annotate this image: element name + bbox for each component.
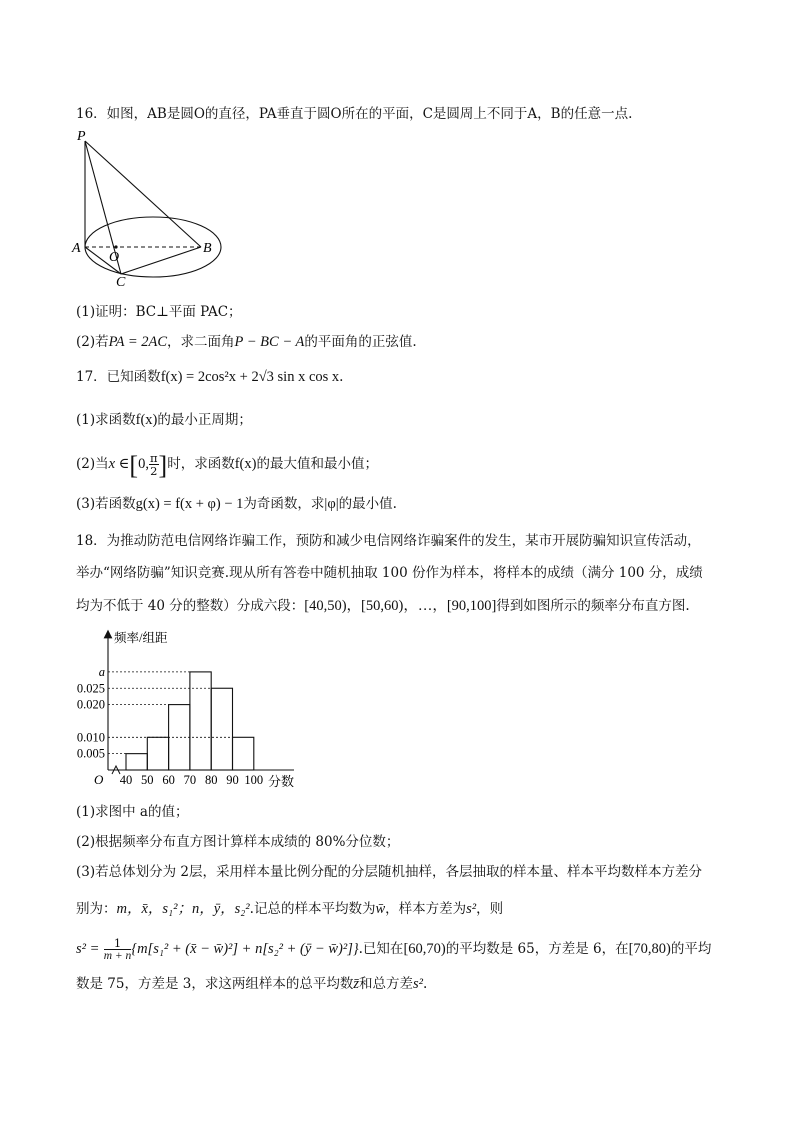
histogram-bar [211,688,232,770]
label-B: B [203,241,212,256]
label-O: O [109,250,120,265]
y-tick-label: 0.005 [76,746,105,761]
x-tick-label: 100 [244,773,264,787]
histogram-bar [126,754,147,770]
x-tick-label: 70 [183,773,197,787]
q16-condition: PA = 2AC [108,334,168,350]
histogram-chart [68,628,308,798]
one-over-m-plus-n: $\frac{1}{m + n}$ [103,936,132,962]
q18-part2: (2)根据频率分布直方图计算样本成绩的 80%分位数； [76,834,400,850]
label-C: C [116,275,126,286]
segment-PB [85,141,201,247]
x-tick-label: 40 [119,773,133,787]
x-tick-label: 80 [204,773,218,787]
q18-part3-line2: 别为：m，x̄，s₁²；n，ȳ，s₂².记总的样本平均数为w̄，样本方差为s²，则 [76,901,504,917]
center-O-dot [114,245,117,248]
histogram-bar [169,705,190,770]
x-tick-label: 90 [226,773,239,787]
q18-stem-line3: 均为不低于 40 分的整数）分成六段：[40,50)，[50,60)，…，[90,100]得到如图所示的频率分布直方图. [76,598,690,614]
x-axis-label: 分数 [268,774,295,789]
segment-BC [121,247,201,274]
q18-stem-line1: 18．为推动防范电信网络诈骗工作，预防和减少电信网络诈骗案件的发生，某市开展防骗知识宣传活动， [76,533,701,549]
q17-stem: 17．已知函数f(x) = 2cos²x + 2√3 sin x cos x. [76,369,344,385]
q17-part1: (1)求函数f(x)的最小正周期； [76,412,252,428]
q16-part1: (1)证明：BC⊥平面 PAC； [76,304,242,320]
y-axis-label: 频率/组距 [114,631,168,645]
y-tick-label: 0.020 [76,697,105,712]
histogram-bar [147,737,168,770]
histogram-bar [190,672,211,770]
q18-stem-line2: 举办“网络防骗”知识竞赛.现从所有答卷中随机抽取 100 份作为样本，将样本的成绩（满分 100 分，成绩 [76,565,703,581]
q18-part3-line1: (3)若总体划分为 2层，采用样本量比例分配的分层随机抽样，各层抽取的样本量、样本平均数样本方差分 [76,864,703,880]
q16-stem: 16．如图，AB是圆O的直径，PA垂直于圆O所在的平面，C是圆周上不同于A，B的任意一点. [76,106,633,122]
x-tick-label: 60 [162,773,175,787]
variance-formula: {m[s₁² + (x̄ − w̄)²] + n[s₂² + (ȳ − w̄)²]} [131,941,359,957]
histogram-bar [233,737,254,770]
q17-part2: (2)当x ∈[0, $\frac{\pi}{2}$ ]时，求函数f(x)的最大值和最小值； [76,451,378,480]
label-P: P [77,129,86,144]
q16-dihedral: P − BC − A [234,334,305,350]
q16-part2: (2)若PA = 2AC，求二面角P − BC − A的平面角的正弦值. [76,334,417,350]
q16-figure [68,126,228,286]
x-tick-label: 50 [141,773,154,787]
y-tick-label: 0.025 [76,681,105,696]
label-A: A [72,241,81,256]
q17-part3: (3)若函数g(x) = f(x + φ) − 1为奇函数，求|φ|的最小值. [76,496,397,512]
q17-function: f(x) = 2cos²x + 2√3 sin x cos x [160,369,340,385]
q18-part3-line4: 数是 75，方差是 3，求这两组样本的总平均数z̄和总方差s². [76,976,428,992]
origin-label: O [94,772,104,787]
pi-over-2: $\frac{\pi}{2}$ [149,451,158,478]
q18-part3-line3: s² = $\frac{1}{m + n}$ {m[s₁² + (x̄ − w̄)²] + n[s₂² + (ȳ − w̄)²]}.已知在[60,70)的平均数是 65，方差是 6，在[70,80)的平均 [76,936,712,962]
y-tick-label: a [98,664,105,679]
y-tick-label: 0.010 [76,730,105,745]
q18-part1: (1)求图中 a的值； [76,804,189,820]
